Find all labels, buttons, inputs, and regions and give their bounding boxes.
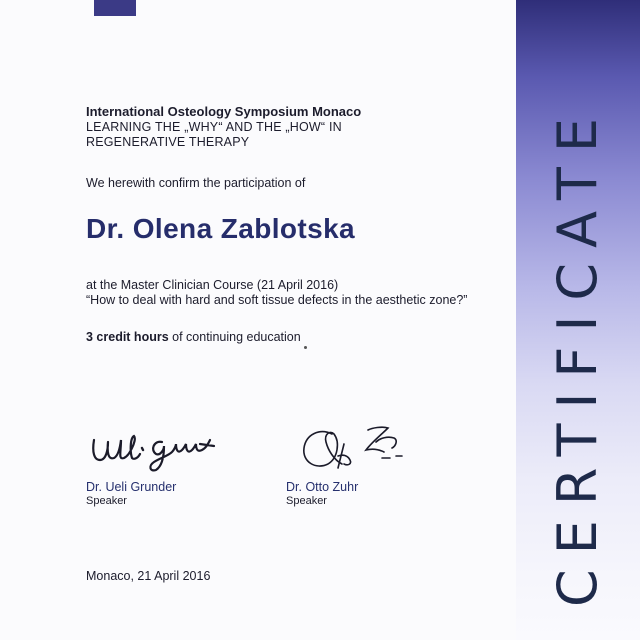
event-title: International Osteology Symposium Monaco [86,104,362,119]
event-subtitle-line1: LEARNING THE „WHY“ AND THE „HOW“ IN [86,120,342,134]
credits-text [86,330,301,344]
signature-otto-zuhr [298,420,408,475]
course-line2: “How to deal with hard and soft tissue defects in the aesthetic zone?” [86,293,468,307]
credits-bold: 3 credit hours [86,330,169,344]
corner-mark [94,0,136,16]
certificate-side-word: CERTIFICATE [546,103,609,607]
speaker-name-1: Dr. Ueli Grunder [86,480,177,494]
place-date: Monaco, 21 April 2016 [86,569,211,583]
event-subtitle-line2: REGENERATIVE THERAPY [86,135,250,149]
course-line1: at the Master Clinician Course (21 April 2016) [86,278,339,292]
confirm-text: We herewith confirm the participation of [86,176,306,190]
speaker-role-2: Speaker [286,495,327,507]
signature-ueli-grunder [88,430,218,472]
speaker-name-2: Dr. Otto Zuhr [286,480,359,494]
speaker-role-1: Speaker [86,495,127,507]
participant-name: Dr. Olena Zablotska [86,213,356,244]
ink-dot [304,346,307,349]
credits-rest: of continuing education [168,330,301,344]
